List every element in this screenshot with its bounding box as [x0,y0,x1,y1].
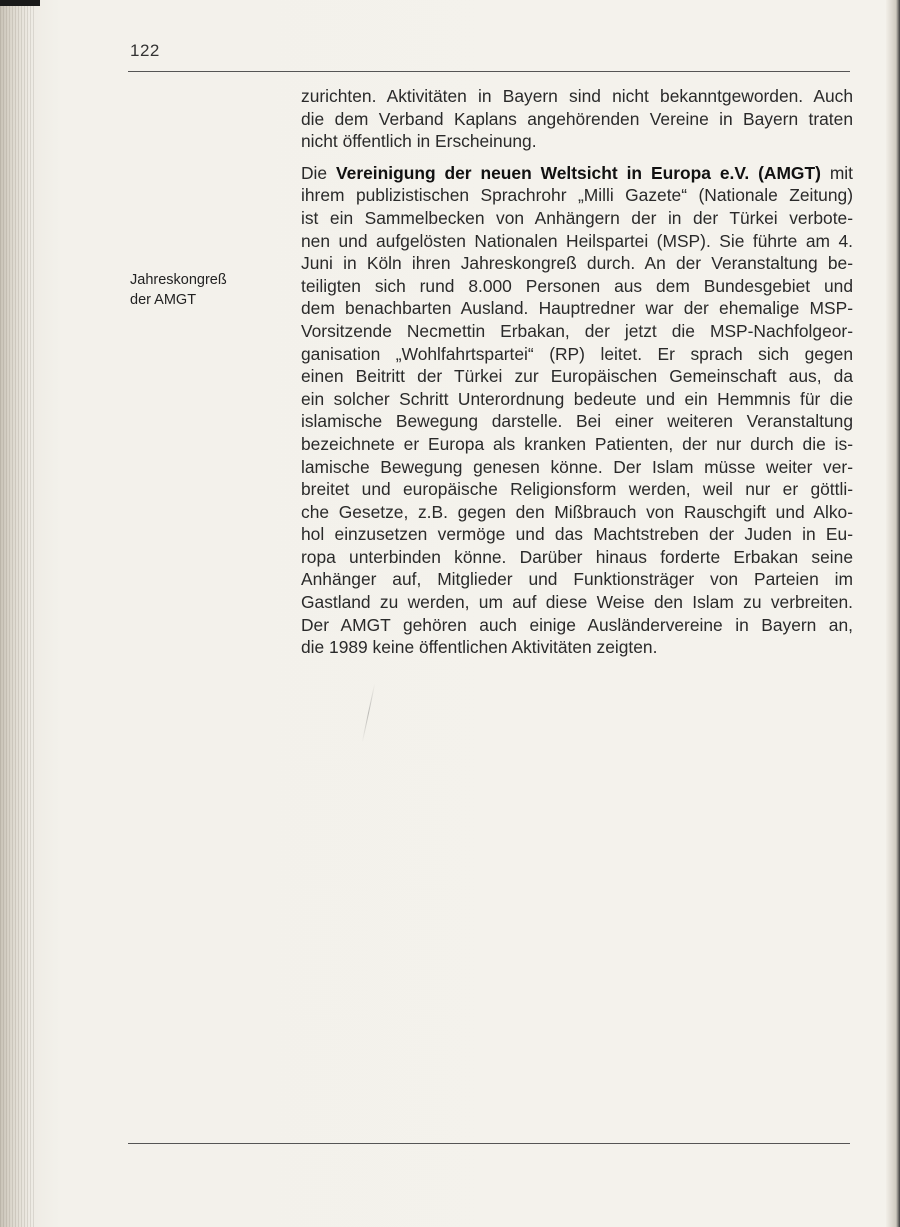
text-line: Anhänger auf, Mitglieder und Funktionsträger von Parteien im [301,569,853,590]
paragraph-gap [301,153,853,162]
margin-note-line: Jahreskongreß [130,272,227,288]
text-fragment: Die [301,162,337,183]
text-line: nicht öffentlich in Erscheinung. [301,131,537,152]
text-line: einen Beitritt der Türkei zur Europäischen Gemeinschaft aus, da [301,366,853,387]
text-line: ganisation „Wohlfahrtspartei“ (RP) leitet. Er sprach sich gegen [301,343,853,364]
text-line: zurichten. Aktivitäten in Bayern sind nicht bekanntgeworden. Auch [301,86,853,106]
pencil-mark [362,684,375,743]
text-line: ropa unterbinden könne. Darüber hinaus forderte Erbakan seine [301,546,853,567]
scan-corner-mark [0,0,40,6]
text-line: bezeichnete er Europa als kranken Patienten, der nur durch die is- [301,433,853,454]
text-line: ihrem publizistischen Sprachrohr „Milli Gazete“ (Nationale Zeitung) [301,185,853,206]
text-line: teiligten sich rund 8.000 Personen aus dem Bundesgebiet und [301,275,853,296]
header-rule [128,71,850,72]
text-line: nen und aufgelösten Nationalen Heilspartei (MSP). Sie führte am 4. [301,230,853,251]
text-line: breitet und europäische Religionsform werden, weil nur er göttli- [301,479,853,500]
margin-note-line: der AMGT [130,292,197,308]
body-text [301,85,853,659]
book-binding-edge [0,0,34,1227]
text-line: dem benachbarten Ausland. Hauptredner war der ehemalige MSP- [301,298,853,319]
text-line: Der AMGT gehören auch einige Ausländervereine in Bayern an, [301,614,853,635]
margin-note [130,270,280,310]
footer-rule [128,1143,850,1144]
page-number: 122 [130,41,160,60]
text-line: Vorsitzende Necmettin Erbakan, der jetzt die MSP-Nachfolgeor- [301,320,853,341]
text-line: ist ein Sammelbecken von Anhängern der in der Türkei verbote- [301,207,853,228]
organization-name: Vereinigung der neuen Weltsicht in Europa e.V. (AMGT) [336,162,821,183]
text-fragment: mit [820,162,853,183]
text-line: Juni in Köln ihren Jahreskongreß durch. An der Veranstaltung be- [301,253,853,274]
text-line: hol einzusetzen vermöge und das Machtstreben der Juden in Eu- [301,524,853,545]
text-line [301,162,853,185]
text-line: islamische Bewegung darstelle. Bei einer weiteren Veranstaltung [301,411,853,432]
text-line: die 1989 keine öffentlichen Aktivitäten zeigten. [301,637,658,658]
text-line: ein solcher Schritt Unterordnung bedeute und ein Hemmnis für die [301,388,853,409]
text-line: die dem Verband Kaplans angehörenden Vereine in Bayern traten [301,108,853,129]
text-line: lamische Bewegung genesen könne. Der Islam müsse weiter ver- [301,456,853,477]
page-right-edge [886,0,900,1227]
text-line: Gastland zu werden, um auf diese Weise den Islam zu verbreiten. [301,592,853,613]
text-line: che Gesetze, z.B. gegen den Mißbrauch von Rauschgift und Alko- [301,501,853,522]
